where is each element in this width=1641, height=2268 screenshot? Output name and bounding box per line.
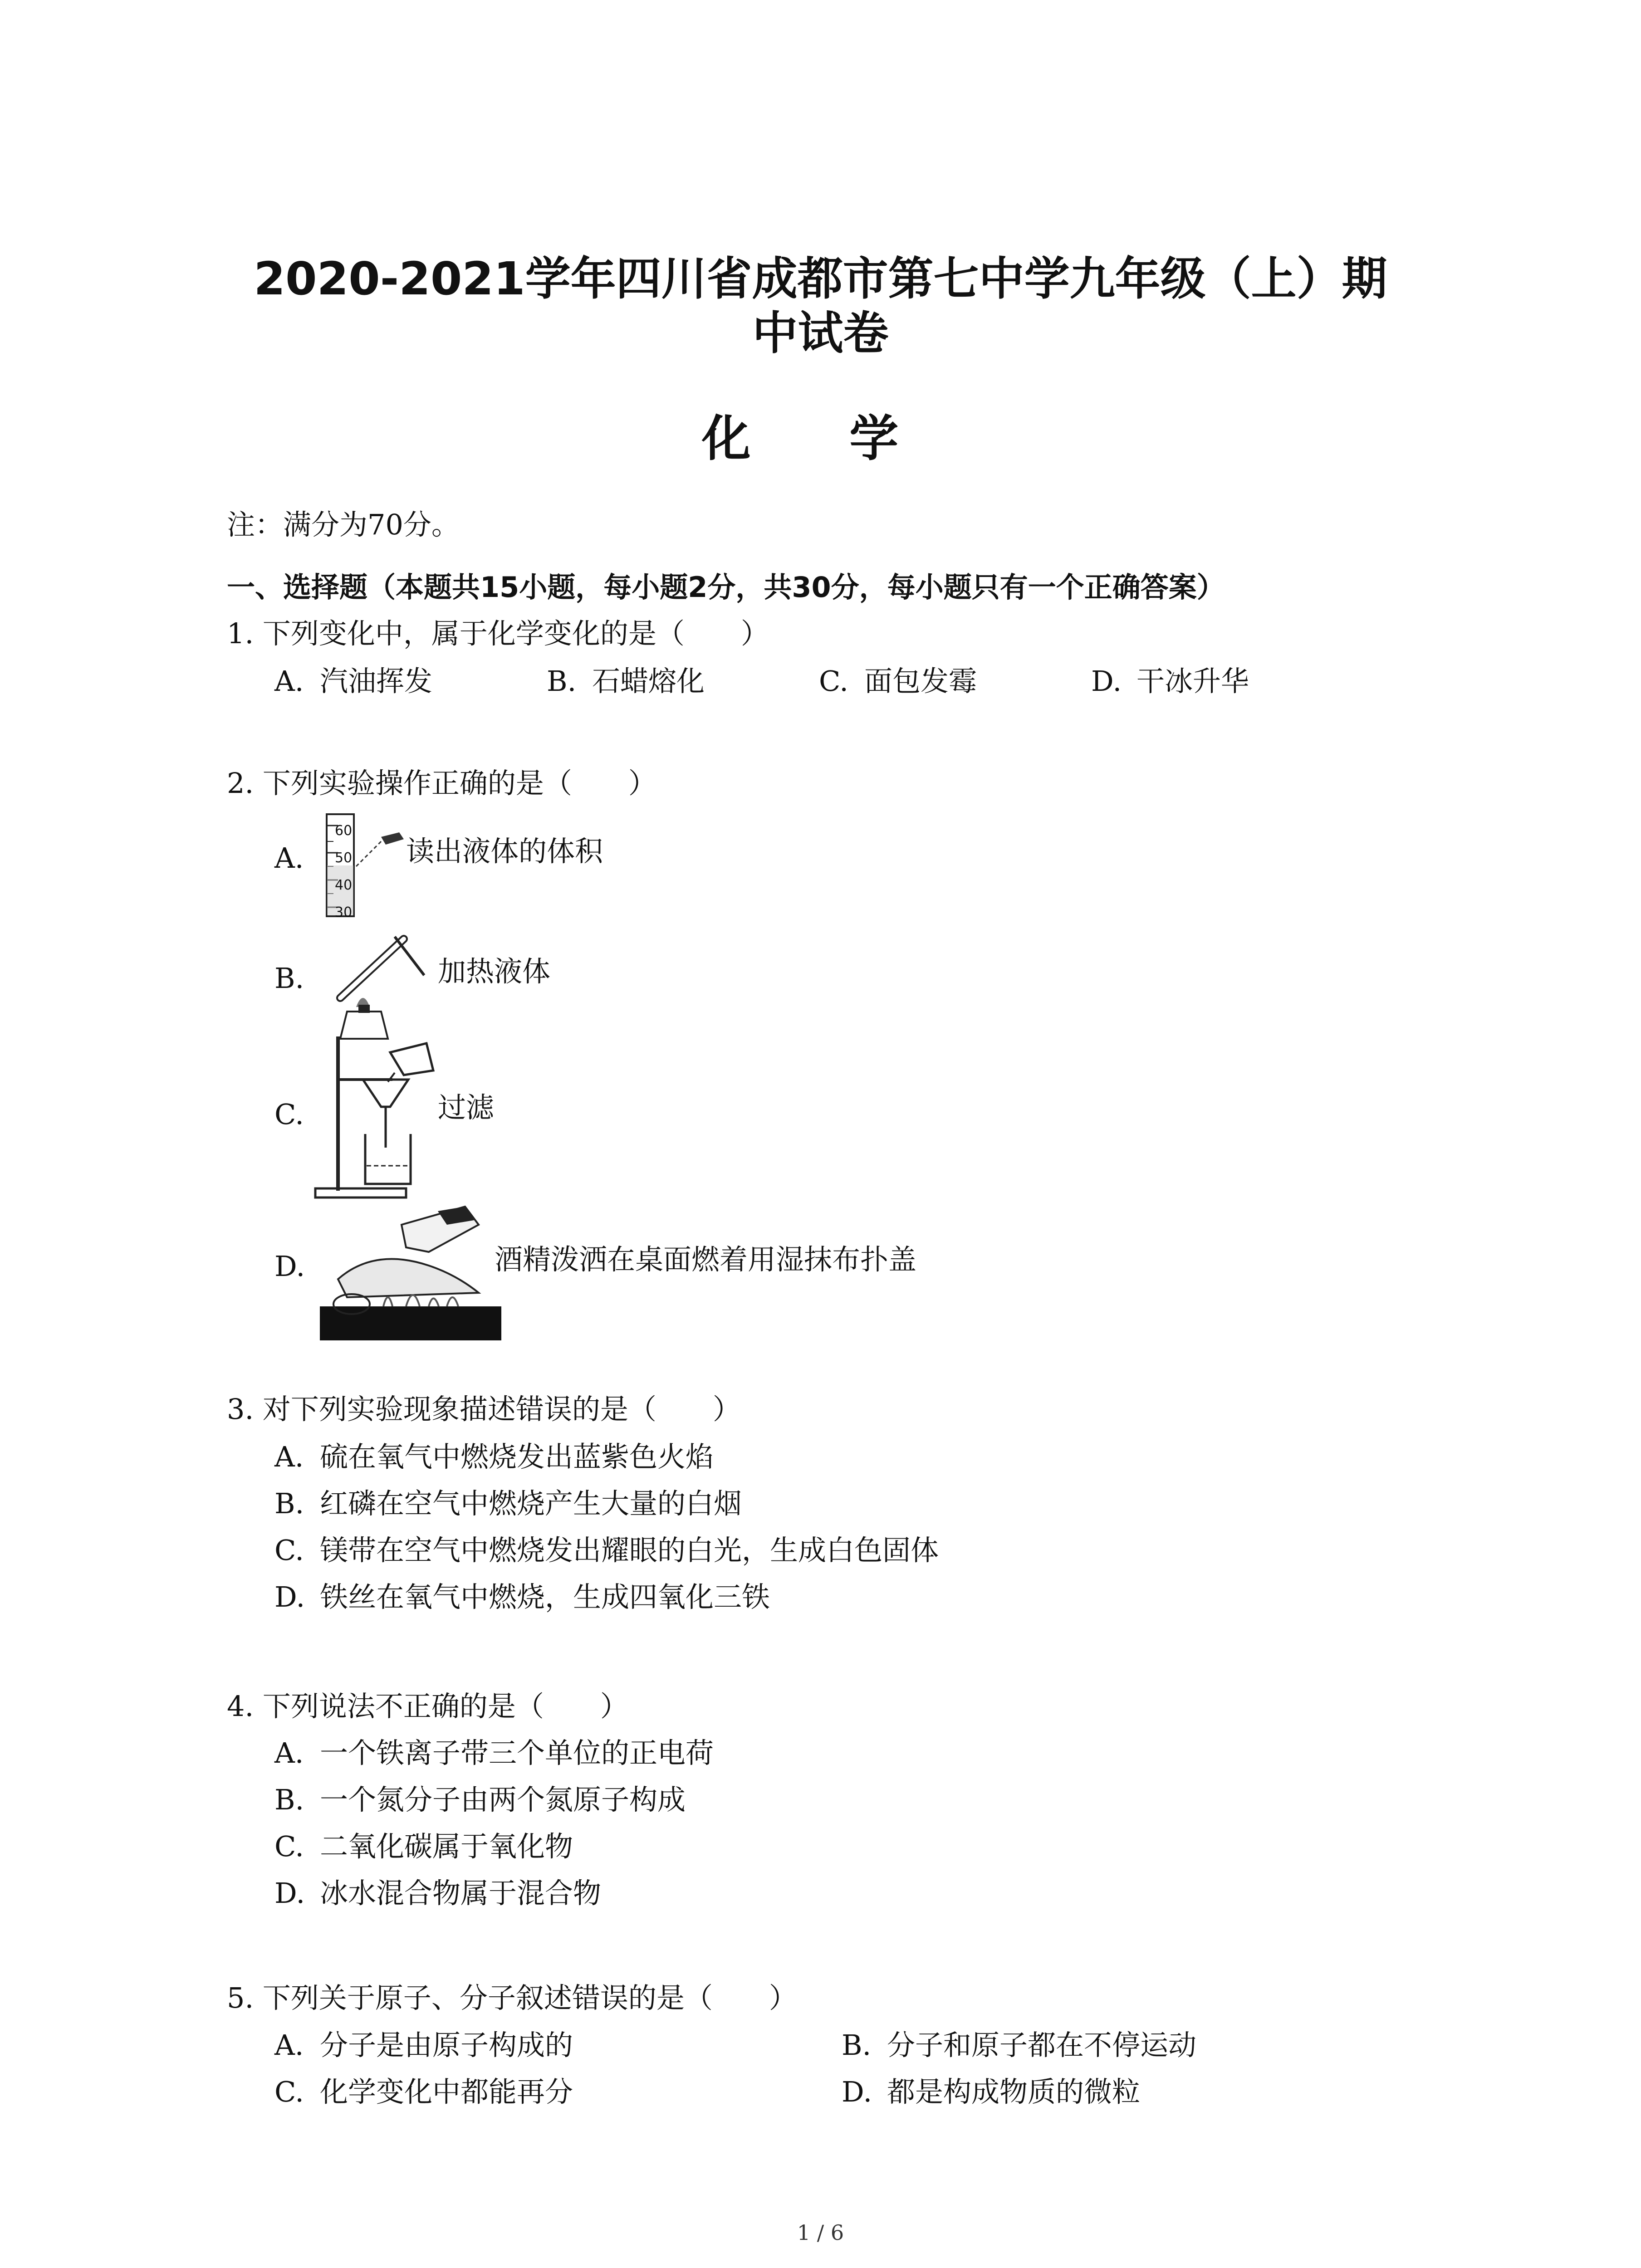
q4-option-c <box>274 1830 573 1863</box>
filtration-figure <box>313 1030 454 1202</box>
question-4-stem: 4. 下列说法不正确的是（ ） <box>227 1690 628 1723</box>
document-title-line-2: 中试卷 <box>752 307 889 360</box>
q1-option-d <box>1091 665 1249 698</box>
option-label: C. <box>819 665 848 698</box>
option-text: 分子是由原子构成的 <box>320 2028 573 2062</box>
cylinder-tick-30: 30 <box>335 904 353 920</box>
q3-option-c <box>274 1534 939 1567</box>
q4-option-d <box>274 1877 601 1910</box>
option-text: 石蜡熔化 <box>592 665 705 698</box>
q5-option-d <box>842 2075 1140 2109</box>
option-text: 一个铁离子带三个单位的正电荷 <box>320 1736 714 1769</box>
q3-option-d <box>274 1580 770 1614</box>
question-3-stem: 3. 对下列实验现象描述错误的是（ ） <box>227 1393 741 1426</box>
q4-option-a <box>274 1736 714 1770</box>
option-text: 面包发霉 <box>864 665 977 698</box>
option-text: 干冰升华 <box>1136 665 1249 698</box>
graduated-cylinder-figure <box>313 812 413 921</box>
option-label: A. <box>274 665 304 698</box>
question-2-stem: 2. 下列实验操作正确的是（ ） <box>227 767 656 800</box>
section-heading: 一、选择题（本题共15小题，每小题2分，共30分，每小题只有一个正确答案） <box>227 571 1225 604</box>
option-text: 硫在氧气中燃烧发出蓝紫色火焰 <box>320 1440 714 1473</box>
option-text: 镁带在空气中燃烧发出耀眼的白光，生成白色固体 <box>320 1534 939 1567</box>
q4-option-b <box>274 1783 686 1817</box>
q3-option-b <box>274 1487 742 1520</box>
q1-option-a <box>274 665 432 698</box>
q5-option-b <box>842 2028 1196 2062</box>
option-label: A. <box>274 1736 304 1769</box>
q3-option-a <box>274 1440 714 1474</box>
heating-test-tube-figure <box>313 921 449 1048</box>
wet-cloth-fire-figure <box>320 1198 501 1343</box>
question-1-stem: 1. 下列变化中，属于化学变化的是（ ） <box>227 617 769 650</box>
option-label: B. <box>547 665 577 698</box>
option-text: 分子和原子都在不停运动 <box>887 2028 1197 2062</box>
subject-title: 化 学 <box>701 411 940 467</box>
option-label: C. <box>274 2075 304 2108</box>
q2-option-a-text: 读出液体的体积 <box>406 835 603 868</box>
q2-option-d-label: D. <box>274 1250 305 1283</box>
option-text: 化学变化中都能再分 <box>320 2075 573 2108</box>
cylinder-tick-40: 40 <box>335 877 353 893</box>
page-number: 1 / 6 <box>797 2220 844 2245</box>
option-text: 都是构成物质的微粒 <box>887 2075 1141 2108</box>
option-label: B. <box>274 1487 304 1520</box>
document-title-line-1: 2020-2021学年四川省成都市第七中学九年级（上）期 <box>254 252 1387 305</box>
cylinder-tick-60: 60 <box>335 823 353 839</box>
q1-option-c <box>819 665 977 698</box>
option-label: C. <box>274 1534 304 1567</box>
q2-option-a-label: A. <box>274 841 304 875</box>
q5-option-a <box>274 2028 573 2062</box>
option-text: 二氧化碳属于氧化物 <box>320 1830 573 1863</box>
q2-option-c-label: C. <box>274 1098 304 1131</box>
q2-option-c-text: 过滤 <box>438 1091 495 1124</box>
q2-option-d-text: 酒精泼洒在桌面燃着用湿抹布扑盖 <box>495 1243 917 1276</box>
q1-option-b <box>547 665 705 698</box>
option-label: B. <box>842 2028 872 2062</box>
option-label: A. <box>274 2028 304 2062</box>
option-text: 一个氮分子由两个氮原子构成 <box>320 1783 686 1816</box>
score-note: 注：满分为70分。 <box>227 508 460 541</box>
option-label: D. <box>274 1877 305 1910</box>
option-text: 冰水混合物属于混合物 <box>320 1877 602 1910</box>
cylinder-tick-50: 50 <box>335 850 353 866</box>
option-text: 汽油挥发 <box>320 665 433 698</box>
option-text: 铁丝在氧气中燃烧，生成四氧化三铁 <box>320 1580 770 1613</box>
option-label: C. <box>274 1830 304 1863</box>
q5-option-c <box>274 2075 573 2109</box>
option-label: A. <box>274 1440 304 1473</box>
question-5-stem: 5. 下列关于原子、分子叙述错误的是（ ） <box>227 1981 797 2014</box>
option-label: B. <box>274 1783 304 1816</box>
option-label: D. <box>1091 665 1122 698</box>
q2-option-b-label: B. <box>274 962 304 995</box>
option-label: D. <box>842 2075 872 2108</box>
option-text: 红磷在空气中燃烧产生大量的白烟 <box>320 1487 742 1520</box>
q2-option-b-text: 加热液体 <box>438 955 551 988</box>
option-label: D. <box>274 1580 305 1613</box>
